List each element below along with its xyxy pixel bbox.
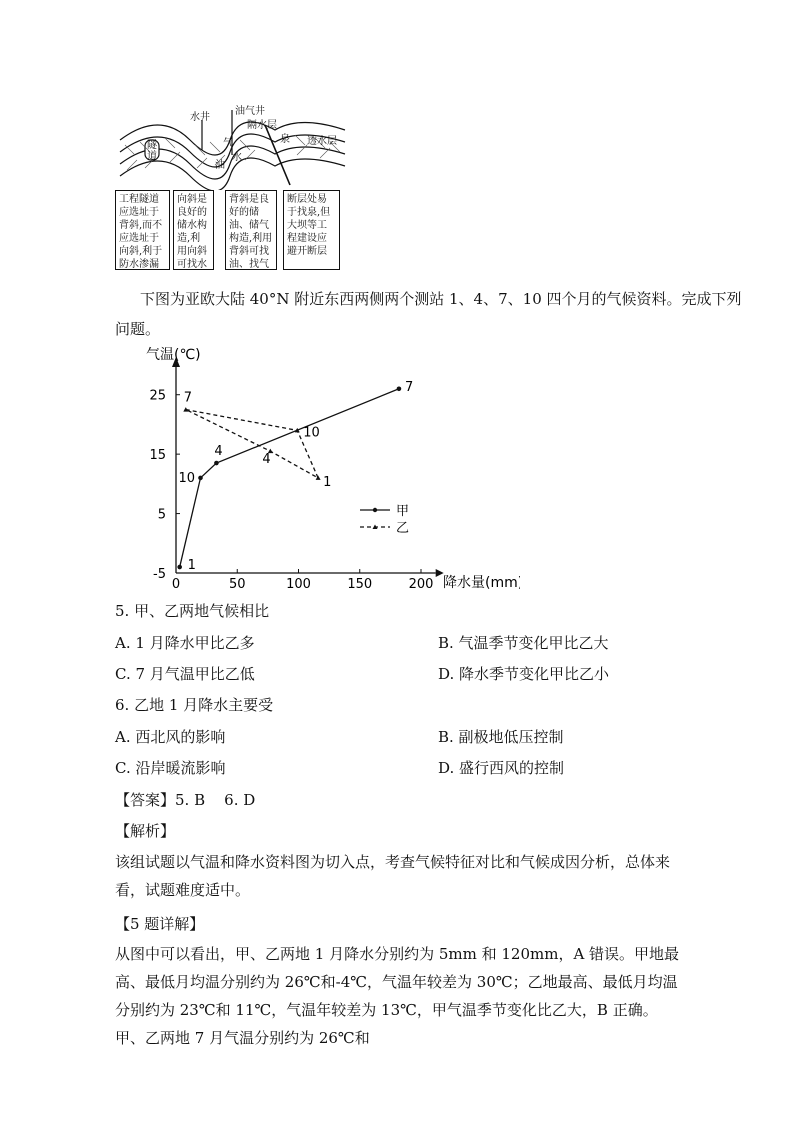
x-tick-label: 150 bbox=[347, 577, 373, 592]
data-point bbox=[214, 461, 219, 466]
geologic-structure-figure bbox=[115, 100, 355, 272]
month-label: 4 bbox=[262, 452, 271, 468]
intro-line-2: 问题。 bbox=[115, 320, 161, 338]
month-label: 7 bbox=[183, 390, 193, 406]
aquifer-label: 透水层 bbox=[307, 136, 337, 147]
data-point bbox=[316, 475, 321, 480]
month-label: 1 bbox=[323, 474, 332, 490]
x-tick-label: 50 bbox=[228, 577, 246, 592]
aquiclude-label: 隔水层 bbox=[247, 120, 277, 131]
series-line-乙 bbox=[186, 410, 318, 478]
q5-option-c: C. 7 月气温甲比乙低 bbox=[115, 665, 255, 683]
legend-label-jia: 甲 bbox=[396, 504, 410, 519]
anticline-note-box: 背斜是良好的储油、储气构造,利用背斜可找油、找气 bbox=[225, 190, 277, 270]
data-point bbox=[198, 476, 203, 481]
tunnel-note-box: 工程隧道应选址于背斜,而不应选址于向斜,利于防水渗漏 bbox=[115, 190, 170, 270]
analysis-text: 该组试题以气温和降水资料图为切入点，考查气候特征对比和气候成因分析，总体来看，试题难度适中。 bbox=[115, 853, 671, 899]
syncline-note-box: 向斜是良好的储水构造,利用向斜可找水 bbox=[173, 190, 214, 270]
x-tick-label: 0 bbox=[171, 577, 181, 592]
oil-gas-well-label: 油气井 bbox=[235, 106, 265, 117]
detail-text: 从图中可以看出，甲、乙两地 1 月降水分别约为 5mm 和 120mm，A 错误。甲地最高、最低月均温分别约为 26℃和-4℃，气温年较差为 30℃；乙地最高、最低月均温分别约为 23℃和 11℃，气温年较差为 13℃，甲气温季节变化比乙大，B 正确。甲、乙两地 7 月气温分别约为 26℃和 bbox=[115, 945, 680, 1047]
question-6-stem: 6. 乙地 1 月降水主要受 bbox=[115, 696, 274, 714]
month-label: 1 bbox=[187, 558, 196, 574]
gas-label: 气 bbox=[223, 138, 233, 149]
q6-option-a: A. 西北风的影响 bbox=[115, 728, 226, 746]
x-axis-label: 降水量(mm) bbox=[443, 575, 520, 591]
legend-marker-jia bbox=[373, 508, 377, 512]
x-tick-label: 200 bbox=[408, 577, 434, 592]
q5-option-a: A. 1 月降水甲比乙多 bbox=[115, 634, 255, 652]
climate-chart-svg bbox=[140, 345, 520, 600]
y-tick-label: 25 bbox=[149, 388, 166, 404]
data-point bbox=[397, 386, 402, 391]
question-5-stem: 5. 甲、乙两地气候相比 bbox=[115, 602, 270, 620]
detail-title: 【5 题详解】 bbox=[115, 915, 205, 933]
series-line-甲 bbox=[180, 389, 399, 567]
q5-option-b: B. 气温季节变化甲比乙大 bbox=[438, 634, 609, 652]
x-tick-label: 100 bbox=[286, 577, 311, 592]
month-label: 7 bbox=[404, 379, 414, 395]
month-label: 10 bbox=[178, 470, 196, 486]
spring-label: 泉 bbox=[280, 134, 290, 145]
water-label: 水 bbox=[232, 152, 242, 163]
month-label: 4 bbox=[214, 444, 223, 460]
oil-label: 油 bbox=[215, 160, 225, 171]
y-tick-label: 15 bbox=[149, 448, 166, 464]
climate-chart bbox=[140, 345, 520, 600]
q6-option-c: C. 沿岸暖流影响 bbox=[115, 759, 226, 777]
y-axis-label: 气温(℃) bbox=[146, 347, 201, 363]
q5-option-d: D. 降水季节变化甲比乙小 bbox=[438, 665, 610, 683]
water-well-label: 水井 bbox=[190, 112, 210, 123]
data-point bbox=[177, 565, 182, 570]
month-label: 10 bbox=[303, 425, 320, 441]
fault-note-box: 断层处易于找泉,但大坝等工程建设应避开断层 bbox=[283, 190, 340, 270]
tunnel-label: 隧道 bbox=[147, 140, 157, 162]
y-tick-label: -5 bbox=[153, 567, 166, 582]
answer-line: 【答案】5. B 6. D bbox=[115, 791, 256, 809]
analysis-title: 【解析】 bbox=[115, 822, 176, 840]
q6-option-d: D. 盛行西风的控制 bbox=[438, 759, 565, 777]
intro-line-1: 下图为亚欧大陆 40°N 附近东西两侧两个测站 1、4、7、10 四个月的气候资料。完成下列 bbox=[140, 290, 742, 308]
y-tick-label: 5 bbox=[157, 507, 166, 523]
q6-option-b: B. 副极地低压控制 bbox=[438, 728, 564, 746]
legend-label-yi: 乙 bbox=[396, 521, 410, 536]
